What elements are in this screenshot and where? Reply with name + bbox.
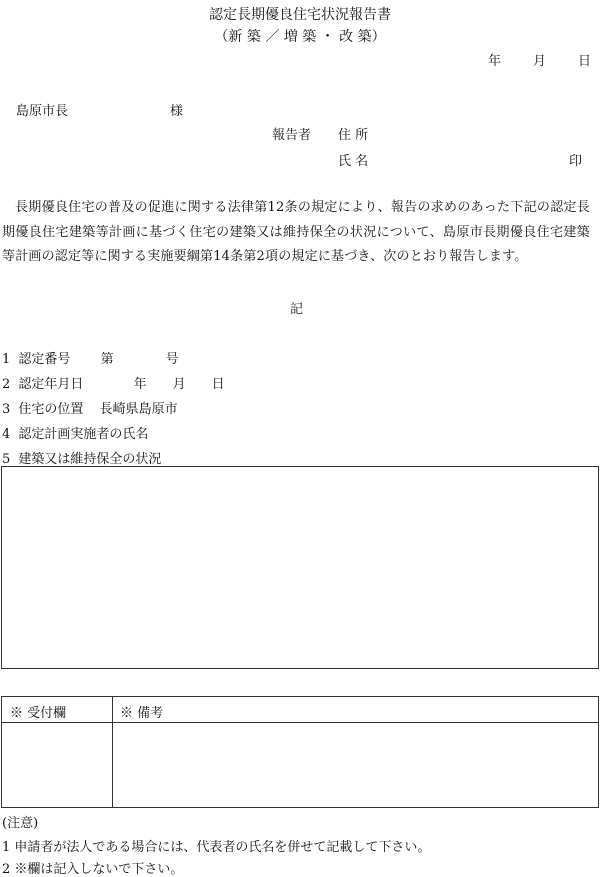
item-num: 5 — [2, 452, 11, 467]
document-subtitle: （新 築 ／ 増 築 ・ 改 築） — [214, 29, 386, 45]
item-value: 年 月 日 — [133, 377, 225, 392]
item-label: 住宅の位置 — [18, 402, 84, 417]
reporter-address-label: 住 所 — [338, 128, 369, 143]
item-certification-number — [2, 348, 179, 367]
remarks-column-header: ※ 備考 — [120, 706, 164, 721]
status-entry-box[interactable] — [1, 466, 599, 669]
reception-column-header: ※ 受付欄 — [10, 706, 67, 721]
item-label: 認定計画実施者の氏名 — [18, 427, 149, 442]
item-label: 認定年月日 — [18, 377, 84, 392]
item-value: 第 号 — [100, 352, 179, 367]
ki-heading: 記 — [290, 302, 304, 317]
reporter-label: 報告者 — [272, 128, 312, 143]
item-housing-location — [2, 398, 178, 417]
reporter-name-label: 氏 名 — [338, 154, 369, 169]
table-column-divider — [112, 697, 113, 807]
date-year-label: 年 — [488, 54, 502, 69]
table-header-divider — [2, 722, 598, 723]
office-use-table — [1, 696, 599, 808]
seal-mark: 印 — [569, 154, 583, 169]
addressee-honorific: 様 — [170, 104, 184, 119]
item-label: 建築又は維持保全の状況 — [18, 452, 162, 467]
document-title: 認定長期優良住宅状況報告書 — [209, 7, 391, 23]
item-num: 1 — [2, 352, 11, 367]
notes-heading: (注意) — [2, 816, 39, 831]
item-num: 3 — [2, 402, 11, 417]
date-day-label: 日 — [578, 54, 592, 69]
item-construction-status — [2, 448, 161, 467]
item-num: 2 — [2, 377, 11, 392]
item-num: 4 — [2, 427, 11, 442]
date-month-label: 月 — [533, 54, 547, 69]
note-line: 2 ※欄は記入しないで下さい。 — [2, 862, 184, 877]
item-implementer-name — [2, 423, 148, 442]
addressee-city: 島原市長 — [16, 104, 69, 119]
item-value: 長崎県島原市 — [99, 402, 178, 417]
note-line: 1 申請者が法人である場合には、代表者の氏名を併せて記載して下さい。 — [2, 840, 431, 855]
report-body-paragraph: 長期優良住宅の普及の促進に関する法律第12条の規定により、報告の求めのあった下記の認定長期優良住宅建築等計画に基づく住宅の建築又は維持保全の状況について、島原市長期優良住宅建築等計画の認定等に関する実施要綱第14条第2項の規定に基づき、次のとおり報告します。 — [2, 200, 590, 264]
item-certification-date — [2, 373, 225, 392]
item-label: 認定番号 — [18, 352, 71, 367]
